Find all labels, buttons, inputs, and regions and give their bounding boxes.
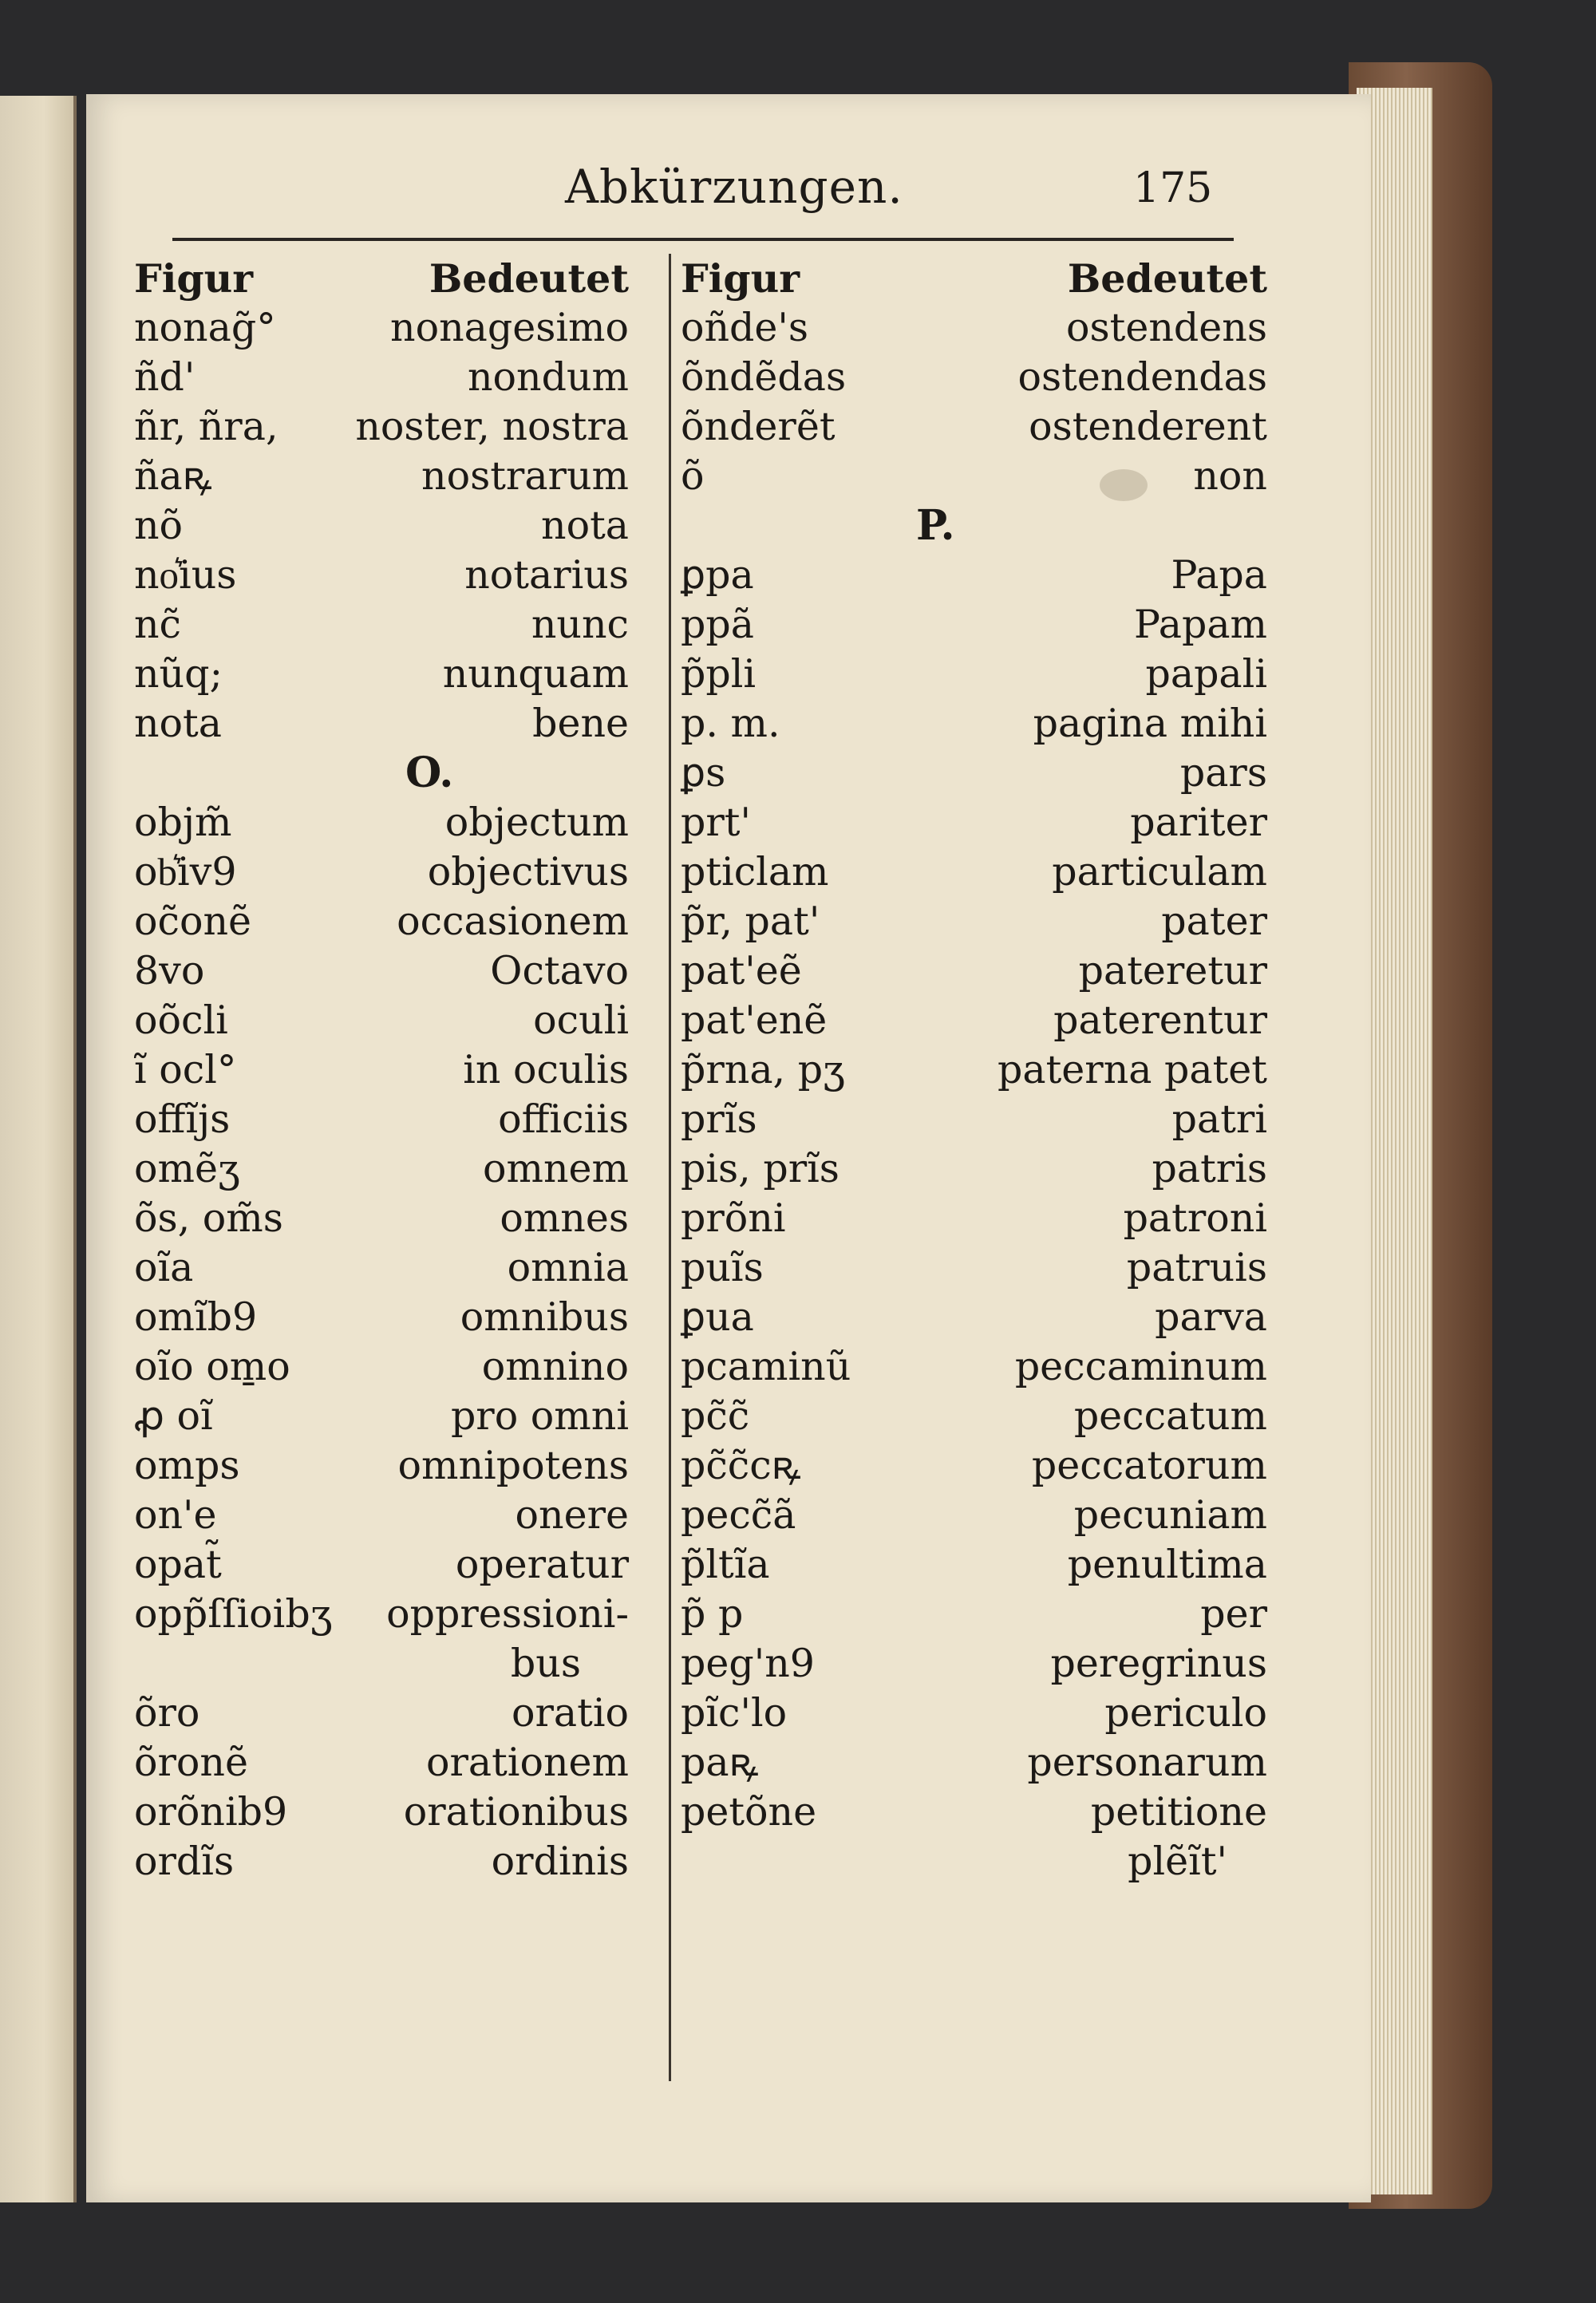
previous-page-edge (0, 96, 77, 2202)
abbreviation-meaning: penultima (1067, 1542, 1267, 1587)
abbreviation-entry (673, 1293, 1267, 1342)
abbreviation-entry (673, 1194, 1267, 1243)
abbreviation-meaning: peregrinus (1050, 1641, 1267, 1686)
abbreviation-meaning: ostenderent (1029, 404, 1267, 449)
abbreviation-meaning: officiis (498, 1096, 629, 1142)
abbreviation-figure: pc̃c̃ (681, 1393, 750, 1439)
abbreviation-figure: peg'n9 (681, 1641, 815, 1686)
abbreviation-figure: omẽʒ (134, 1146, 240, 1191)
abbreviation-entry (673, 1689, 1267, 1738)
abbreviation-figure: nũq; (134, 651, 223, 697)
section-letter-p: P. (916, 501, 955, 550)
abbreviation-meaning: pro omni (450, 1393, 629, 1439)
abbreviation-meaning: peccatum (1073, 1393, 1267, 1439)
abbreviation-entry (673, 699, 1267, 749)
abbreviation-figure: õronẽ (134, 1740, 248, 1785)
abbreviation-entry (673, 897, 1267, 946)
continuation-line: bus (510, 1641, 581, 1686)
right-column (673, 254, 1267, 1886)
abbreviation-figure: pat'enẽ (681, 997, 828, 1043)
abbreviation-entry (134, 946, 629, 996)
page-number: 175 (1133, 164, 1213, 212)
abbreviation-figure: objm̃ (134, 800, 232, 845)
abbreviation-meaning: paterentur (1053, 997, 1267, 1043)
abbreviation-figure: ꝑpa (681, 552, 754, 598)
abbreviation-entry (134, 303, 629, 353)
abbreviation-meaning: nonagesimo (390, 305, 629, 350)
abbreviation-entry (673, 402, 1267, 452)
abbreviation-figure: pat'eẽ (681, 948, 802, 993)
abbreviation-entry (673, 600, 1267, 650)
abbreviation-entry (673, 749, 1267, 798)
abbreviation-meaning: pecuniam (1073, 1492, 1267, 1538)
continuation-line: plẽĩt' (1128, 1839, 1227, 1884)
abbreviation-entry (134, 699, 629, 749)
abbreviation-figure: ꝓ oĩ (134, 1393, 213, 1439)
abbreviation-meaning: orationibus (403, 1789, 629, 1835)
abbreviation-figure: nonag̃° (134, 305, 276, 350)
abbreviation-figure: paꝶ (681, 1740, 759, 1785)
abbreviation-figure: pcaminũ (681, 1344, 851, 1389)
abbreviation-entry (134, 798, 629, 847)
abbreviation-entry (134, 1293, 629, 1342)
abbreviation-meaning: personarum (1027, 1740, 1267, 1785)
abbreviation-entry (134, 1342, 629, 1392)
abbreviation-entry (673, 1491, 1267, 1540)
abbreviation-meaning: nunquam (442, 651, 629, 697)
abbreviation-meaning: particulam (1052, 849, 1267, 895)
abbreviation-meaning: oppressioni- (386, 1591, 629, 1637)
section-letter-o: O. (405, 749, 454, 797)
abbreviation-entry (134, 452, 629, 501)
abbreviation-meaning: omnem (483, 1146, 629, 1191)
abbreviation-meaning: non (1193, 453, 1267, 499)
abbreviation-meaning: Octavo (490, 948, 629, 993)
abbreviation-entry (673, 1590, 1267, 1639)
abbreviation-entry (673, 303, 1267, 353)
abbreviation-figure: on'e (134, 1492, 217, 1538)
abbreviation-figure: nc̃ (134, 602, 182, 647)
abbreviation-figure: no͛ius (134, 552, 237, 598)
abbreviation-meaning: papali (1145, 651, 1267, 697)
abbreviation-figure: puĩs (681, 1245, 764, 1290)
abbreviation-figure: õndẽdas (681, 354, 847, 400)
abbreviation-figure: ñr, ñra, (134, 404, 279, 449)
abbreviation-meaning: pateretur (1078, 948, 1267, 993)
abbreviation-figure: ordĩs (134, 1839, 235, 1884)
abbreviation-entry (134, 353, 629, 402)
abbreviation-meaning: pagina mihi (1033, 701, 1267, 746)
abbreviation-entry (134, 1441, 629, 1491)
abbreviation-meaning: omnia (507, 1245, 629, 1290)
abbreviation-entry (673, 650, 1267, 699)
abbreviation-meaning: omnes (500, 1195, 629, 1241)
abbreviation-meaning: patruis (1126, 1245, 1267, 1290)
abbreviation-figure: oõcli (134, 997, 228, 1043)
abbreviation-figure: nota (134, 701, 222, 746)
abbreviation-meaning: omnino (481, 1344, 629, 1389)
abbreviation-meaning: ostendens (1066, 305, 1267, 350)
abbreviation-figure: p̃rna, pʒ (681, 1047, 845, 1092)
abbreviation-entry (673, 1441, 1267, 1491)
abbreviation-entry (673, 798, 1267, 847)
abbreviation-entry (673, 996, 1267, 1045)
abbreviation-figure: p̃ltĩa (681, 1542, 770, 1587)
book-page (86, 94, 1371, 2202)
left-column (134, 254, 629, 1886)
abbreviation-entry (673, 1243, 1267, 1293)
abbreviation-figure: prt' (681, 800, 751, 845)
abbreviation-entry (134, 1194, 629, 1243)
abbreviation-entry (134, 897, 629, 946)
abbreviation-entry (673, 452, 1267, 501)
abbreviation-entry (673, 1540, 1267, 1590)
abbreviation-figure: ꝑs (681, 750, 726, 796)
abbreviation-figure: oĩa (134, 1245, 194, 1290)
abbreviation-figure: pticlam (681, 849, 829, 895)
abbreviation-meaning: Papam (1133, 602, 1267, 647)
abbreviation-figure: prĩs (681, 1096, 757, 1142)
abbreviation-meaning: pars (1179, 750, 1267, 796)
abbreviation-figure: prõni (681, 1195, 786, 1241)
column-divider (669, 254, 671, 2081)
abbreviation-meaning: Papa (1171, 552, 1267, 598)
abbreviation-entry (134, 600, 629, 650)
abbreviation-figure: 8vo (134, 948, 205, 993)
abbreviation-figure: offĩjs (134, 1096, 231, 1142)
abbreviation-meaning: oratio (512, 1690, 629, 1736)
abbreviation-meaning: pariter (1130, 800, 1267, 845)
abbreviation-meaning: patris (1152, 1146, 1267, 1191)
abbreviation-meaning: nunc (531, 602, 629, 647)
abbreviation-meaning: ostendendas (1017, 354, 1267, 400)
abbreviation-figure: petõne (681, 1789, 817, 1835)
abbreviation-meaning: orationem (425, 1740, 629, 1785)
abbreviation-entry (673, 353, 1267, 402)
abbreviation-entry (134, 996, 629, 1045)
abbreviation-entry (134, 1787, 629, 1837)
abbreviation-figure: p̃pli (681, 651, 757, 697)
abbreviation-meaning: nondum (467, 354, 629, 400)
abbreviation-figure: ĩ ocl° (134, 1047, 237, 1092)
abbreviation-meaning: nostrarum (421, 453, 629, 499)
abbreviation-meaning: nota (541, 503, 629, 548)
entries-p (673, 551, 1267, 1837)
abbreviation-meaning: notarius (464, 552, 629, 598)
abbreviation-entry (134, 402, 629, 452)
abbreviation-meaning: objectivus (427, 849, 629, 895)
entries-o-right (673, 303, 1267, 501)
abbreviation-figure: pĩc'lo (681, 1690, 788, 1736)
page-title: Abkürzungen. (565, 160, 903, 214)
abbreviation-entry (134, 1738, 629, 1787)
abbreviation-meaning: paterna patet (998, 1047, 1267, 1092)
abbreviation-entry (673, 946, 1267, 996)
header-rule (172, 238, 1234, 241)
running-head (86, 160, 1371, 231)
abbreviation-figure: ñaꝶ (134, 453, 212, 499)
abbreviation-figure: õro (134, 1690, 200, 1736)
abbreviation-entry (134, 1144, 629, 1194)
abbreviation-meaning: bene (532, 701, 629, 746)
abbreviation-entry (673, 1144, 1267, 1194)
abbreviation-figure: omĩb9 (134, 1294, 258, 1340)
abbreviation-entry (673, 1639, 1267, 1689)
abbreviation-meaning: oculi (533, 997, 629, 1043)
abbreviation-entry (134, 1590, 629, 1639)
abbreviation-figure: õ (681, 453, 705, 499)
abbreviation-meaning: peccaminum (1014, 1344, 1267, 1389)
abbreviation-figure: ob͛iv9 (134, 849, 237, 895)
abbreviation-figure: ñd' (134, 354, 196, 400)
abbreviation-entry (134, 501, 629, 551)
entries-o-continued (134, 1689, 629, 1886)
abbreviation-figure: p̃r, pat' (681, 899, 820, 944)
abbreviation-figure: pis, prĩs (681, 1146, 839, 1191)
abbreviation-entry (134, 1045, 629, 1095)
abbreviation-entry (673, 1738, 1267, 1787)
abbreviation-entry (673, 1392, 1267, 1441)
abbreviation-meaning: peccatorum (1031, 1443, 1267, 1488)
abbreviation-entry (134, 1689, 629, 1738)
abbreviation-figure: p̃ p (681, 1591, 744, 1637)
abbreviation-figure: oñde's (681, 305, 809, 350)
abbreviation-entry (134, 1491, 629, 1540)
abbreviation-figure: ppã (681, 602, 754, 647)
abbreviation-entry (673, 1342, 1267, 1392)
abbreviation-figure: ꝑua (681, 1294, 754, 1340)
abbreviation-entry (134, 1095, 629, 1144)
abbreviation-meaning: ordinis (491, 1839, 629, 1884)
abbreviation-meaning: omnibus (460, 1294, 629, 1340)
abbreviation-entry (134, 1837, 629, 1886)
abbreviation-meaning: onere (515, 1492, 629, 1538)
abbreviation-meaning: pater (1161, 899, 1267, 944)
abbreviation-entry (673, 847, 1267, 897)
abbreviation-figure: pecc̃ã (681, 1492, 796, 1538)
bedeutet-heading: Bedeutet (1067, 255, 1267, 302)
column-header (673, 254, 1267, 303)
figur-heading: Figur (134, 255, 254, 302)
abbreviation-entry (673, 1787, 1267, 1837)
entries-n (134, 303, 629, 749)
figur-heading: Figur (681, 255, 800, 302)
abbreviation-meaning: noster, nostra (355, 404, 629, 449)
abbreviation-figure: omps (134, 1443, 240, 1488)
abbreviation-entry (673, 551, 1267, 600)
abbreviation-meaning: petitione (1090, 1789, 1267, 1835)
abbreviation-figure: õs, om̃s (134, 1195, 283, 1241)
abbreviation-meaning: objectum (444, 800, 629, 845)
abbreviation-meaning: in oculis (463, 1047, 629, 1092)
abbreviation-entry (134, 1392, 629, 1441)
entries-o (134, 798, 629, 1639)
abbreviation-figure: opat̃ (134, 1542, 222, 1587)
abbreviation-entry (134, 847, 629, 897)
abbreviation-meaning: periculo (1104, 1690, 1267, 1736)
bedeutet-heading: Bedeutet (429, 255, 629, 302)
abbreviation-figure: oc̃onẽ (134, 899, 251, 944)
abbreviation-meaning: per (1200, 1591, 1267, 1637)
abbreviation-entry (134, 551, 629, 600)
abbreviation-entry (673, 1095, 1267, 1144)
abbreviation-entry (134, 650, 629, 699)
abbreviation-meaning: omnipotens (397, 1443, 629, 1488)
abbreviation-meaning: occasionem (397, 899, 629, 944)
abbreviation-meaning: patri (1171, 1096, 1267, 1142)
abbreviation-figure: õnderẽt (681, 404, 836, 449)
abbreviation-entry (134, 1540, 629, 1590)
abbreviation-figure: p. m. (681, 701, 780, 746)
abbreviation-meaning: patroni (1123, 1195, 1267, 1241)
abbreviation-entry (673, 1045, 1267, 1095)
abbreviation-meaning: operatur (455, 1542, 629, 1587)
column-header (134, 254, 629, 303)
abbreviation-figure: pc̃c̃cꝶ (681, 1443, 801, 1488)
abbreviation-figure: oĩo om̱o (134, 1344, 290, 1389)
abbreviation-meaning: parva (1155, 1294, 1267, 1340)
abbreviation-figure: orõnib9 (134, 1789, 288, 1835)
abbreviation-figure: nõ (134, 503, 184, 548)
abbreviation-figure: opp̃ſſioibʒ (134, 1591, 333, 1637)
abbreviation-entry (134, 1243, 629, 1293)
